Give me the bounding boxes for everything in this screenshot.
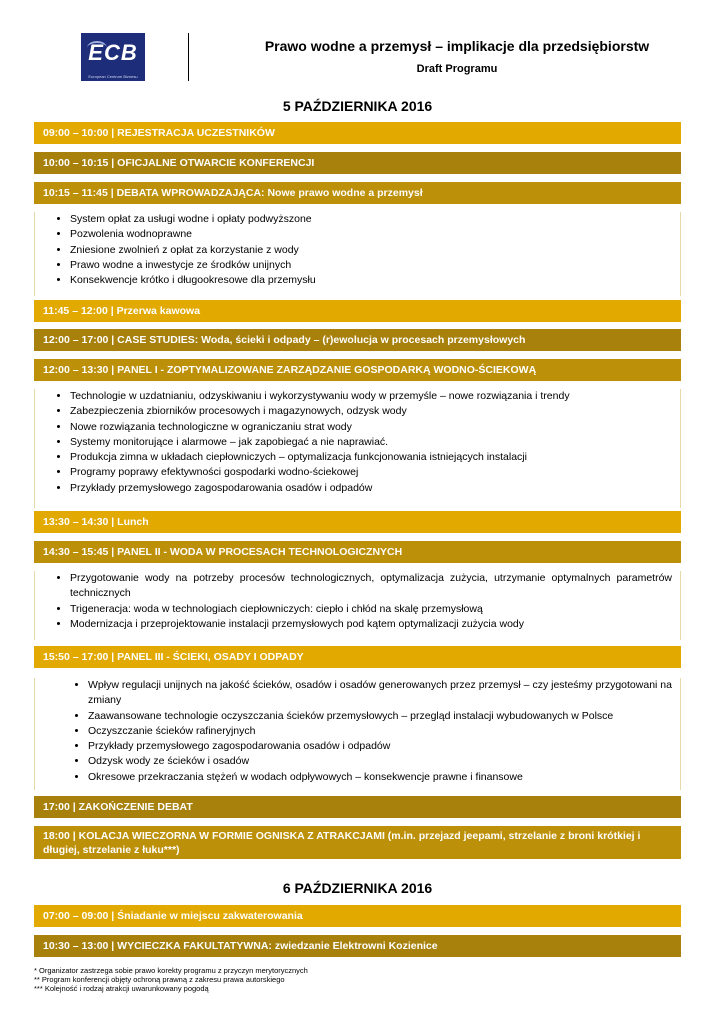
list-item: • Okresowe przekraczania stężeń w wodach odpływowych – konsekwencje prawne i finansowe <box>88 770 680 785</box>
session-debate: 10:15 – 11:45 | DEBATA WPROWADZAJĄCA: Nowe prawo wodne a przemysł <box>34 182 681 204</box>
footnotes <box>34 966 308 993</box>
day1-heading: 5 PAŹDZIERNIKA 2016 <box>282 98 433 114</box>
list-item: • Przygotowanie wody na potrzeby procesów technologicznych, optymalizacja zużycia, utrzymanie optymalnych parametrów technicznych <box>70 571 680 602</box>
list-item: • Konsekwencje krótko i długookresowe dla przemysłu <box>70 273 680 288</box>
session-panel-1: 12:00 – 13:30 | PANEL I - ZOPTYMALIZOWANE ZARZĄDZANIE GOSPODARKĄ WODNO-ŚCIEKOWĄ <box>34 359 681 381</box>
ecb-logo <box>81 33 145 81</box>
session-excursion: 10:30 – 13:00 | WYCIECZKA FAKULTATYWNA: zwiedzanie Elektrowni Kozienice <box>34 935 681 957</box>
list-item: • Prawo wodne a inwestycje ze środków unijnych <box>70 258 680 273</box>
list-item: • Produkcja zimna w układach ciepłowniczych – optymalizacja funkcjonowania istniejących instalacji <box>70 450 680 465</box>
list-item: • Odzysk wody ze ścieków i osadów <box>88 754 680 769</box>
list-item: • Technologie w uzdatnianiu, odzyskiwaniu i wykorzystywaniu wody w przemyśle – nowe rozwiązania i trendy <box>70 389 680 404</box>
document-title: Prawo wodne a przemysł – implikacje dla przedsiębiorstw <box>264 38 650 54</box>
document-subtitle: Draft Programu <box>416 63 498 75</box>
session-breakfast: 07:00 – 09:00 | Śniadanie w miejscu zakwaterowania <box>34 905 681 927</box>
session-panel-2: 14:30 – 15:45 | PANEL II - WODA W PROCESACH TECHNOLOGICZNYCH <box>34 541 681 563</box>
list-item: • Przykłady przemysłowego zagospodarowania osadów i odpadów <box>70 481 680 496</box>
session-panel-3: 15:50 – 17:00 | PANEL III - ŚCIEKI, OSADY I ODPADY <box>34 646 681 668</box>
debate-topics <box>34 212 681 296</box>
list-item: • Zniesione zwolnień z opłat za korzystanie z wody <box>70 243 680 258</box>
session-opening: 10:00 – 10:15 | OFICJALNE OTWARCIE KONFERENCJI <box>34 152 681 174</box>
panel-1-topics <box>34 389 681 508</box>
day2-heading: 6 PAŹDZIERNIKA 2016 <box>282 880 433 896</box>
list-item: • Wpływ regulacji unijnych na jakość ścieków, osadów i osadów generowanych przez przemysł – czy jesteśmy przygotowani na zmiany <box>88 678 680 709</box>
list-item: • Zaawansowane technologie oczyszczania ścieków przemysłowych – przegląd instalacji wybudowanych w Polsce <box>88 709 680 724</box>
list-item: • Oczyszczanie ścieków rafineryjnych <box>88 724 680 739</box>
session-lunch: 13:30 – 14:30 | Lunch <box>34 511 681 533</box>
list-item: • Nowe rozwiązania technologiczne w ograniczaniu strat wody <box>70 420 680 435</box>
panel-3-topics <box>34 678 681 790</box>
list-item: • Modernizacja i przeprojektowanie instalacji przemysłowych pod kątem optymalizacji zużycia wody <box>70 617 680 632</box>
footnote: ** Program konferencji objęty ochroną prawną z zakresu prawa autorskiego <box>34 975 285 984</box>
list-item: • Trigeneracja: woda w technologiach ciepłowniczych: ciepło i chłód na skalę przemysłową <box>70 602 680 617</box>
logo-subtext: European Centrum Biznesu <box>88 74 138 79</box>
list-item: • Systemy monitorujące i alarmowe – jak zapobiegać a nie naprawiać. <box>70 435 680 450</box>
footnote: *** Kolejność i rodzaj atrakcji uwarunkowany pogodą <box>34 984 209 993</box>
footnote: * Organizator zastrzega sobie prawo korekty programu z przyczyn merytorycznych <box>34 966 308 975</box>
session-coffee-break: 11:45 – 12:00 | Przerwa kawowa <box>34 300 681 322</box>
list-item: • Przykłady przemysłowego zagospodarowania osadów i odpadów <box>88 739 680 754</box>
list-item: • System opłat za usługi wodne i opłaty podwyższone <box>70 212 680 227</box>
list-item: • Programy poprawy efektywności gospodarki wodno-ściekowej <box>70 465 680 480</box>
session-dinner: 18:00 | KOLACJA WIECZORNA W FORMIE OGNISKA Z ATRAKCJAMI (m.in. przejazd jeepami, strzelanie z broni krótkiej i długiej, strzelanie z łuku***) <box>34 826 681 859</box>
list-item: • Pozwolenia wodnoprawne <box>70 227 680 242</box>
logo-text: ECB <box>88 40 138 65</box>
session-closing: 17:00 | ZAKOŃCZENIE DEBAT <box>34 796 681 818</box>
session-case-studies: 12:00 – 17:00 | CASE STUDIES: Woda, ścieki i odpady – (r)ewolucja w procesach przemysłowych <box>34 329 681 351</box>
list-item: • Zabezpieczenia zbiorników procesowych i magazynowych, odzysk wody <box>70 404 680 419</box>
session-registration: 09:00 – 10:00 | REJESTRACJA UCZESTNIKÓW <box>34 122 681 144</box>
panel-2-topics <box>34 571 681 640</box>
